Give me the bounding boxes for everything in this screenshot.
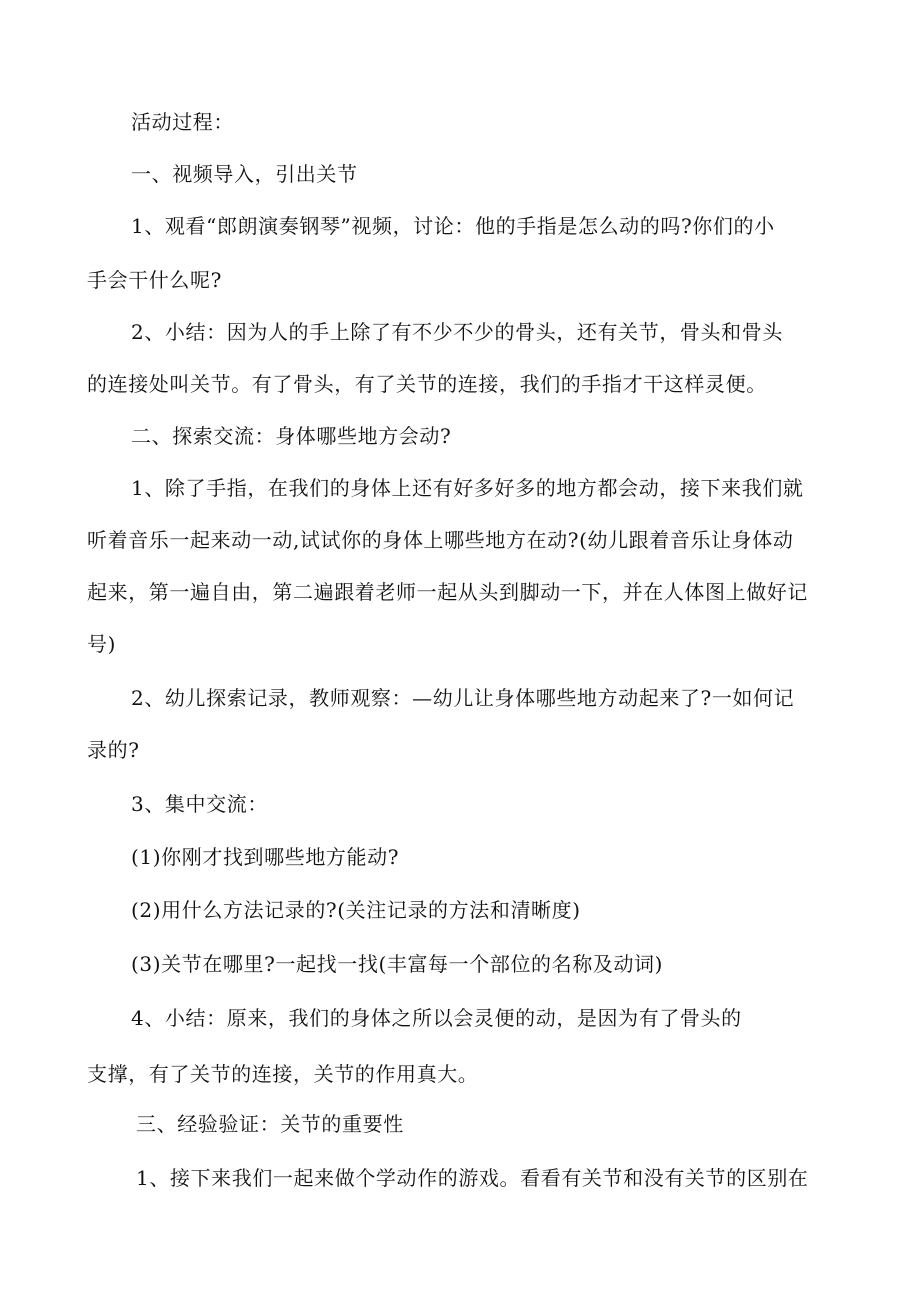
text-line-activity-process: 活动过程： [131,110,234,134]
text-line-section-1-heading: 一、视频导入，引出关节 [131,162,358,186]
text-line-2-3-1: (1)你刚才找到哪些地方能动? [131,845,400,869]
text-line-1-2-start: 2、小结：因为人的手上除了有不少不少的骨头，还有关节，骨头和骨头 [131,320,783,344]
text-line-2-2-end: 录的? [87,738,140,762]
text-line-2-1-d: 号) [87,632,117,656]
text-line-1-2-end: 的连接处叫关节。有了骨头，有了关节的连接，我们的手指才干这样灵便。 [87,372,767,396]
text-line-2-4-end: 支撑，有了关节的连接，关节的作用真大。 [87,1062,479,1086]
text-line-2-1-c: 起来，第一遍自由，第二遍跟着老师一起从头到脚动一下，并在人体图上做好记 [87,580,808,604]
text-line-2-3-3: (3)关节在哪里?一起找一找(丰富每一个部位的名称及动词) [131,952,664,976]
text-line-section-3-heading: 三、经验验证：关节的重要性 [136,1112,404,1136]
text-line-2-2-start: 2、幼儿探索记录，教师观察：—幼儿让身体哪些地方动起来了?一如何记 [131,686,795,710]
text-line-1-1-end: 手会干什么呢? [87,268,222,292]
text-line-2-1-a: 1、除了手指，在我们的身体上还有好多好多的地方都会动，接下来我们就 [131,476,804,500]
text-line-2-4-start: 4、小结：原来，我们的身体之所以会灵便的动，是因为有了骨头的 [131,1006,742,1030]
text-line-1-1-start: 1、观看“郎朗演奏钢琴”视频，讨论：他的手指是怎么动的吗?你们的小 [131,214,775,238]
text-line-2-3: 3、集中交流： [131,792,268,816]
text-line-3-1: 1、接下来我们一起来做个学动作的游戏。看看有关节和没有关节的区别在 [136,1166,809,1190]
text-line-2-3-2: (2)用什么方法记录的?(关注记录的方法和清晰度) [131,898,581,922]
text-line-2-1-b: 听着音乐一起来动一动,试试你的身体上哪些地方在动?(幼儿跟着音乐让身体动 [87,528,794,552]
text-line-section-2-heading: 二、探索交流：身体哪些地方会动? [131,424,452,448]
